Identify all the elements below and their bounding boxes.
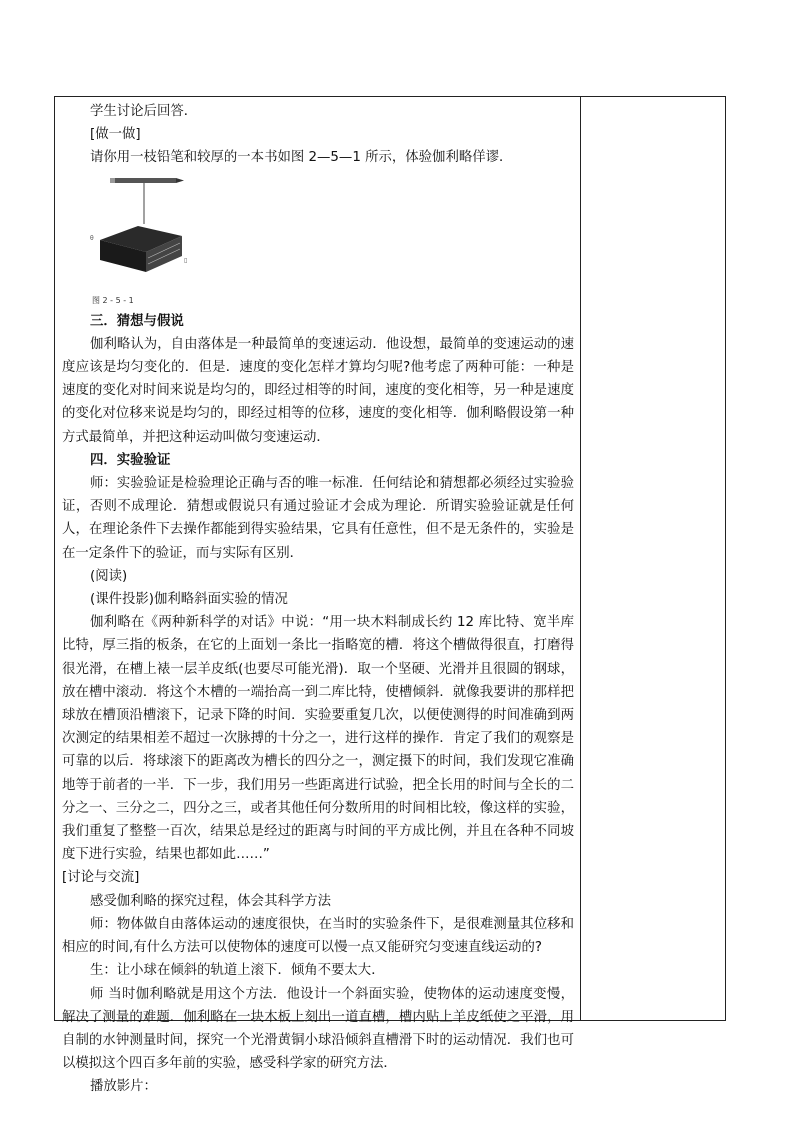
paragraph: 学生讨论后回答． — [90, 104, 198, 119]
paragraph: 伽利略在《两种新科学的对话》中说：“用一块木料制成长约 12 库比特、宽半库比特，厚三指的板条，在它的上面划一条比一指略宽的槽．将这个槽做得很直，打磨得很光滑，在槽上裱一层羊皮纸(也要尽可能光滑)．取一个坚硬、光滑并且很圆的钢球，放在槽中滚动．将这个木槽的一端抬高一到二库比特，使槽倾斜．就像我要讲的那样把球放在槽顶沿槽滚下，记录下降的时间．实验要重复几次，以便使测得的时间准确到两次测定的结果相差不超过一次脉搏的十分之一，进行这样的操作．肯定了我们的观察是可靠的以后．将球滚下的距离改为槽长的四分之一，测定摄下的时间，我们发现它准确地等于前者的一半．下一步，我们用另一些距离进行试验，把全长用的时间与全长的二分之一、三分之二，四分之三，或者其他任何分数所用的时间相比较，像这样的实验，我们重复了整整一百次，结果总是经过的距离与时间的平方成比例，并且在各种不同坡度下进行实验，结果也都如此……” — [62, 615, 574, 863]
paragraph: [做一做] — [90, 127, 141, 143]
column-divider — [580, 96, 581, 1021]
pencil-book-illustration — [86, 174, 196, 308]
svg-text:θ: θ — [90, 234, 94, 242]
section-heading: 三．猜想与假说 — [90, 313, 184, 329]
svg-text:▯: ▯ — [184, 256, 188, 264]
paragraph: 师 当时伽利略就是用这个方法．他设计一个斜面实验，使物体的运动速度变慢，解决了测量的难题．伽利略在一块木板上刻出一道直槽，槽内贴上羊皮纸使之平滑，用自制的水钟测量时间，探究一个光滑黄铜小球沿倾斜直槽滑下时的运动情况．我们也可以模拟这个四百多年前的实验，感受科学家的研究方法． — [62, 986, 574, 1072]
section-heading: 四．实验验证 — [90, 452, 171, 468]
paragraph: 师：实验验证是检验理论正确与否的唯一标准．任何结论和猜想都必须经过实验验证，否则不成理论．猜想或假说只有通过验证才会成为理论．所谓实验验证就是任何人，在理论条件下去操作都能到得实验结果，它具有任意性，但不是无条件的，实验是在一定条件下的验证，而与实际有区别． — [62, 476, 574, 561]
lesson-content — [62, 100, 574, 1099]
paragraph: 请你用一枝铅笔和较厚的一本书如图 2—5—1 所示，体验伽利略佯谬． — [90, 150, 513, 166]
paragraph: (阅读) — [90, 568, 128, 584]
pencil-book-figure — [86, 174, 196, 308]
paragraph: 播放影片： — [90, 1079, 157, 1095]
paragraph: 伽利略认为，自由落体是一种最简单的变速运动．他设想，最简单的变速运动的速度应该是均匀变化的．但是．速度的变化怎样才算均匀呢?他考虑了两种可能：一种是速度的变化对时间来说是均匀的，即经过相等的时间，速度的变化相等，另一种是速度的变化对位移来说是均匀的，即经过相等的位移，速度的变化相等．伽利略假设第一种方式最简单，并把这种运动叫做匀变速运动． — [62, 336, 574, 445]
paragraph: 生：让小球在倾斜的轨道上滚下．倾角不要太大． — [90, 963, 385, 979]
paragraph: [讨论与交流] — [62, 870, 140, 886]
figure-caption: 图 2 - 5 - 1 — [92, 295, 134, 305]
paragraph: (课件投影)伽利略斜面实验的情况 — [90, 592, 288, 608]
paragraph: 感受伽利略的探究过程，体会其科学方法 — [90, 893, 332, 909]
paragraph: 师：物体做自由落体运动的速度很快，在当时的实验条件下，是很难测量其位移和相应的时间,有什么方法可以使物体的速度可以慢一点又能研究匀变速直线运动的? — [62, 916, 574, 956]
